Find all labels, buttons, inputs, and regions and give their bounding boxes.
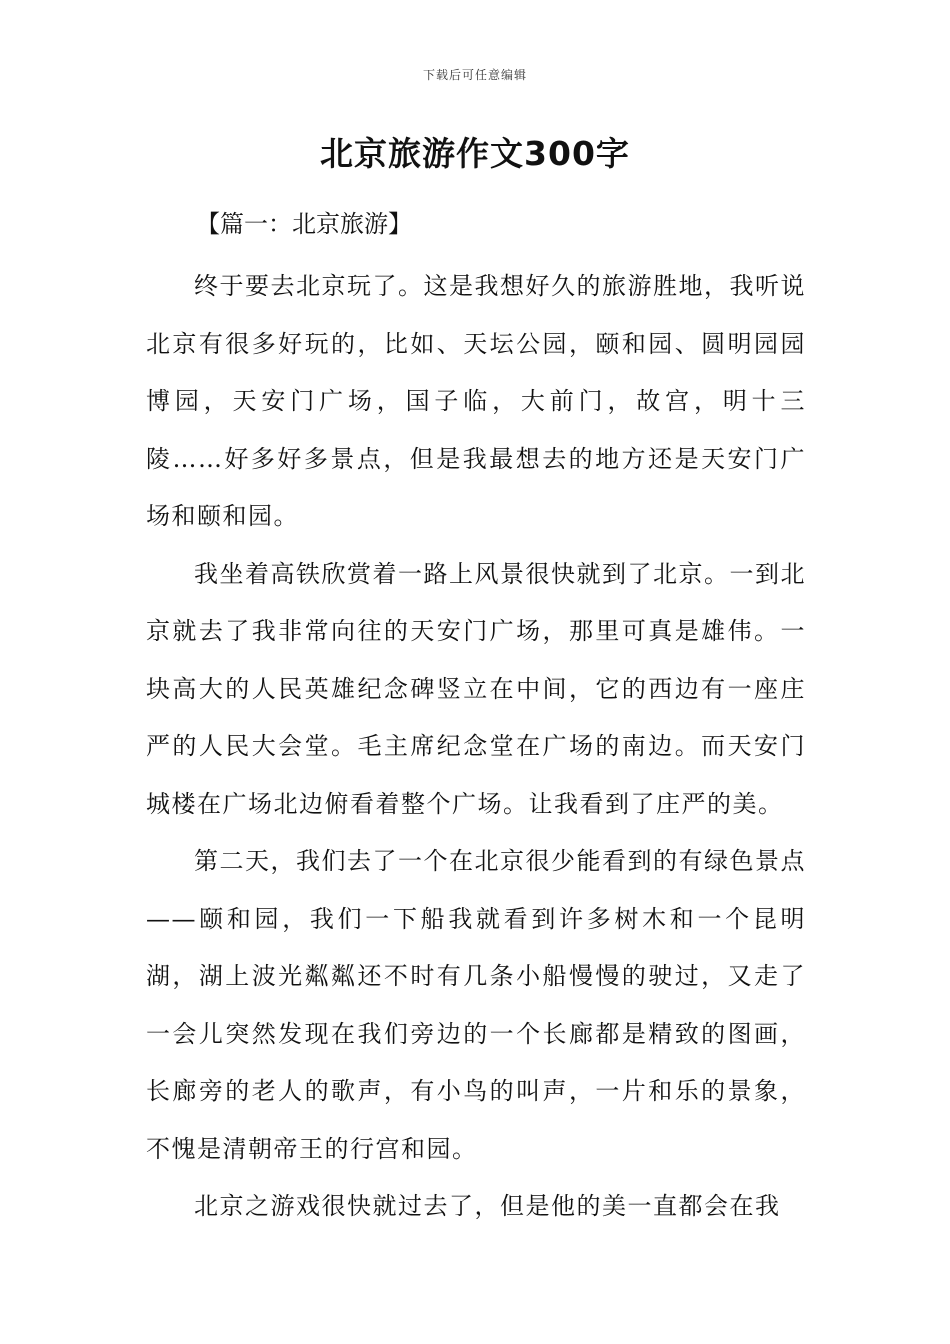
document-title: 北京旅游作文300字 [320, 134, 630, 173]
paragraph-2: 我坐着高铁欣赏着一路上风景很快就到了北京。一到北京就去了我非常向往的天安门广场，那里可真是雄伟。一块高大的人民英雄纪念碑竖立在中间，它的西边有一座庄严的人民大会堂。毛主席纪念堂在广场的南边。而天安门城楼在广场北边俯看着整个广场。让我看到了庄严的美。 [146, 559, 806, 818]
paragraph-4: 北京之游戏很快就过去了，但是他的美一直都会在我 [194, 1192, 781, 1220]
section-label: 【篇一：北京旅游】 [196, 210, 412, 238]
paragraph-3: 第二天，我们去了一个在北京很少能看到的有绿色景点——颐和园，我们一下船我就看到许多树木和一个昆明湖，湖上波光粼粼还不时有几条小船慢慢的驶过，又走了一会儿突然发现在我们旁边的一个长廊都是精致的图画，长廊旁的老人的歌声，有小鸟的叫声，一片和乐的景象，不愧是清朝帝王的行宫和园。 [146, 847, 806, 1163]
header-note: 下载后可任意编辑 [422, 68, 527, 82]
paragraph-1: 终于要去北京玩了。这是我想好久的旅游胜地，我听说北京有很多好玩的，比如、天坛公园，颐和园、圆明园园博园，天安门广场，国子临，大前门，故宫，明十三陵……好多好多景点，但是我最想去的地方还是天安门广场和颐和园。 [146, 272, 806, 530]
document-body [146, 258, 806, 1236]
